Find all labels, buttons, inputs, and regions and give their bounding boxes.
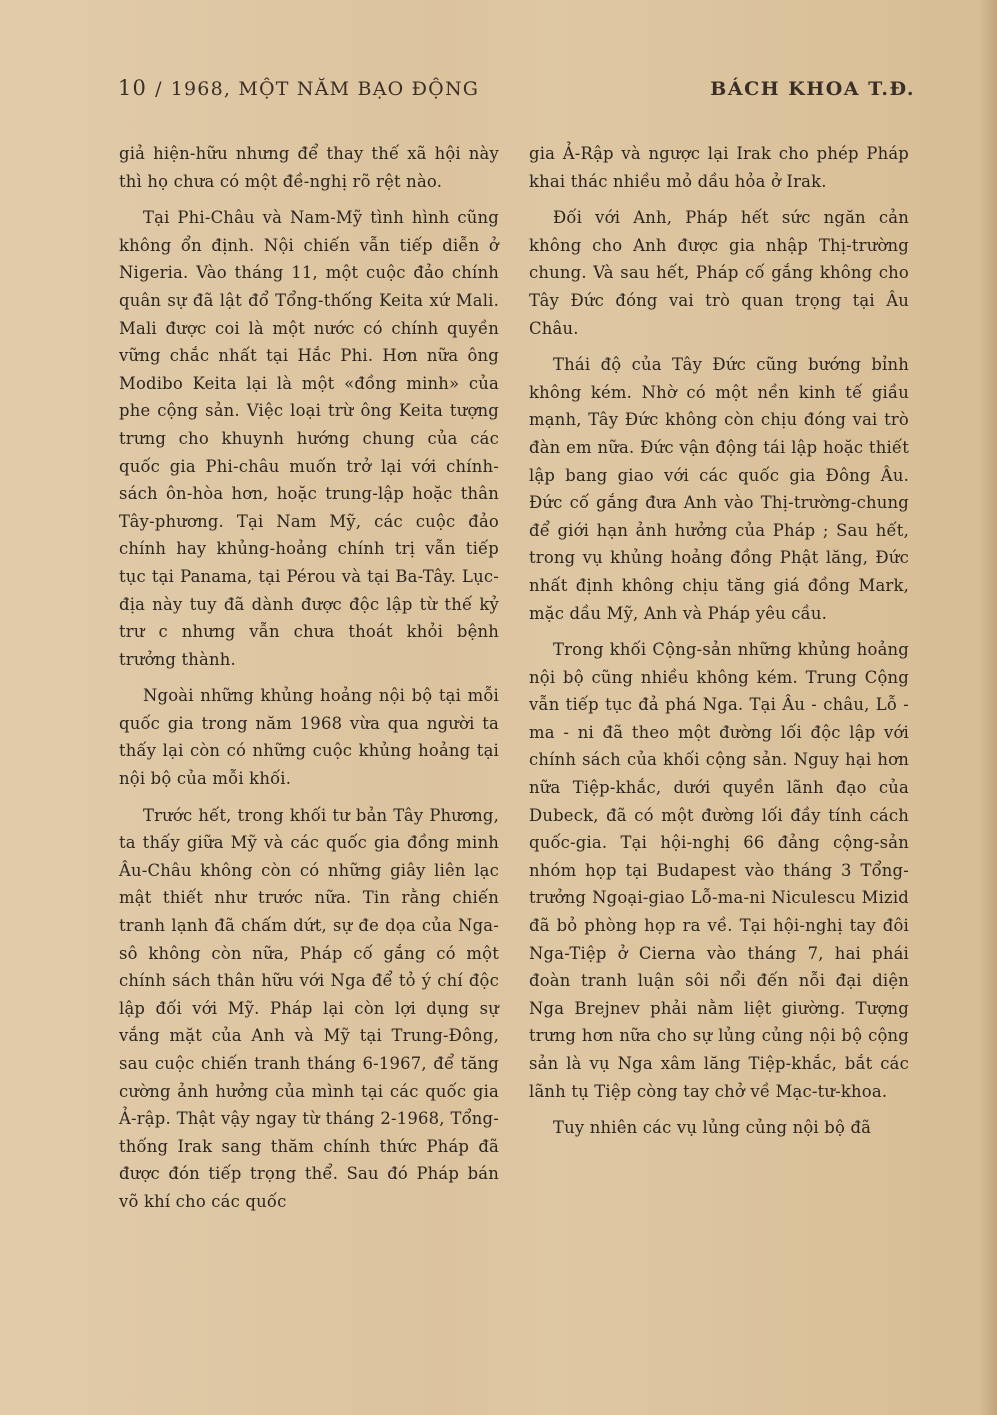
paragraph: giả hiện-hữu nhưng để thay thế xã hội này thì họ chưa có một đề-nghị rõ rệt nào.	[119, 144, 499, 191]
right-column	[529, 140, 909, 1151]
paragraph: Tại Phi-Châu và Nam-Mỹ tình hình cũng không ổn định. Nội chiến vẫn tiếp diễn ở Nigeria. Vào tháng 11, một cuộc đảo chính quân sự đã lật đổ Tổng-thống Keita xứ Mali. Mali được coi là một nước có chính quyền vững chắc nhất tại Hắc Phi. Hơn nữa ông Modibo Keita lại là một «đồng minh» của phe cộng sản. Việc loại trừ ông Keita tượng trưng cho khuynh hướng chung của các quốc gia Phi-châu muốn trở lại với chính-sách ôn-hòa hơn, hoặc trung-lập hoặc thân Tây-phương. Tại Nam Mỹ, các cuộc đảo chính hay khủng-hoảng chính trị vẫn tiếp tục tại Panama, tại Pérou và tại Ba-Tây. Lục-địa này tuy đã dành được độc lập từ thế kỷ trư c nhưng vẫn chưa thoát khỏi bệnh trưởng thành.	[119, 208, 499, 669]
paragraph: Thái độ của Tây Đức cũng bướng bỉnh không kém. Nhờ có một nền kinh tế giầu mạnh, Tây Đức không còn chịu đóng vai trò đàn em nữa. Đức vận động tái lập hoặc thiết lập bang giao với các quốc gia Đông Âu. Đức cố gắng đưa Anh vào Thị-trường-chung để giới hạn ảnh hưởng của Pháp ; Sau hết, trong vụ khủng hoảng đồng Phật lăng, Đức nhất định không chịu tăng giá đồng Mark, mặc dầu Mỹ, Anh và Pháp yêu cầu.	[529, 355, 909, 623]
article-title: 1968, MỘT NĂM BẠO ĐỘNG	[170, 78, 480, 100]
paragraph: Tuy nhiên các vụ lủng củng nội bộ đã	[553, 1118, 872, 1138]
paragraph: Ngoài những khủng hoảng nội bộ tại mỗi quốc gia trong năm 1968 vừa qua người ta thấy lại còn có những cuộc khủng hoảng tại nội bộ của mỗi khối.	[119, 686, 499, 789]
running-header	[118, 76, 915, 106]
left-column	[119, 140, 499, 1225]
paragraph: Đối với Anh, Pháp hết sức ngăn cản không cho Anh được gia nhập Thị-trường chung. Và sau hết, Pháp cố gắng không cho Tây Đức đóng vai trò quan trọng tại Âu Châu.	[529, 208, 909, 338]
publication-name: BÁCH KHOA T.Đ.	[710, 78, 915, 100]
paragraph: Trong khối Cộng-sản những khủng hoảng nội bộ cũng nhiều không kém. Trung Cộng vẫn tiếp tục đả phá Nga. Tại Âu - châu, Lỗ - ma - ni đã theo một đường lối độc lập với chính sách của khối cộng sản. Nguy hại hơn nữa Tiệp-khắc, dưới quyền lãnh đạo của Dubeck, đã có một đường lối đầy tính cách quốc-gia. Tại hội-nghị 66 đảng cộng-sản nhóm họp tại Budapest vào tháng 3 Tổng-trưởng Ngoại-giao Lỗ-ma-ni Niculescu Mizid đã bỏ phòng họp ra về. Tại hội-nghị tay đôi Nga-Tiệp ở Cierna vào tháng 7, hai phái đoàn tranh luận sôi nổi đến nỗi đại diện Nga Brejnev phải nằm liệt giường. Tượng trưng hơn nữa cho sự lủng củng nội bộ cộng sản là vụ Nga xâm lăng Tiệp-khắc, bắt các lãnh tụ Tiệp còng tay chở về Mạc-tư-khoa.	[529, 640, 909, 1101]
header-left	[118, 76, 479, 100]
header-separator: /	[155, 78, 163, 100]
paragraph: Trước hết, trong khối tư bản Tây Phương, ta thấy giữa Mỹ và các quốc gia đồng minh Âu-Châu không còn có những giây liên lạc mật thiết như trước nữa. Tin rằng chiến tranh lạnh đã chấm dứt, sự đe dọa của Nga-sô không còn nữa, Pháp cố gắng có một chính sách thân hữu với Nga để tỏ ý chí độc lập đối với Mỹ. Pháp lại còn lợi dụng sự vắng mặt của Anh và Mỹ tại Trung-Đông, sau cuộc chiến tranh tháng 6-1967, để tăng cường ảnh hưởng của mình tại các quốc gia Ả-rập. Thật vậy ngay từ tháng 2-1968, Tổng-thống Irak sang thăm chính thức Pháp đã được đón tiếp trọng thể. Sau đó Pháp bán võ khí cho các quốc	[119, 805, 499, 1211]
paragraph: gia Ả-Rập và ngược lại Irak cho phép Pháp khai thác nhiều mỏ dầu hỏa ở Irak.	[529, 144, 909, 191]
page-number: 10	[118, 76, 148, 100]
